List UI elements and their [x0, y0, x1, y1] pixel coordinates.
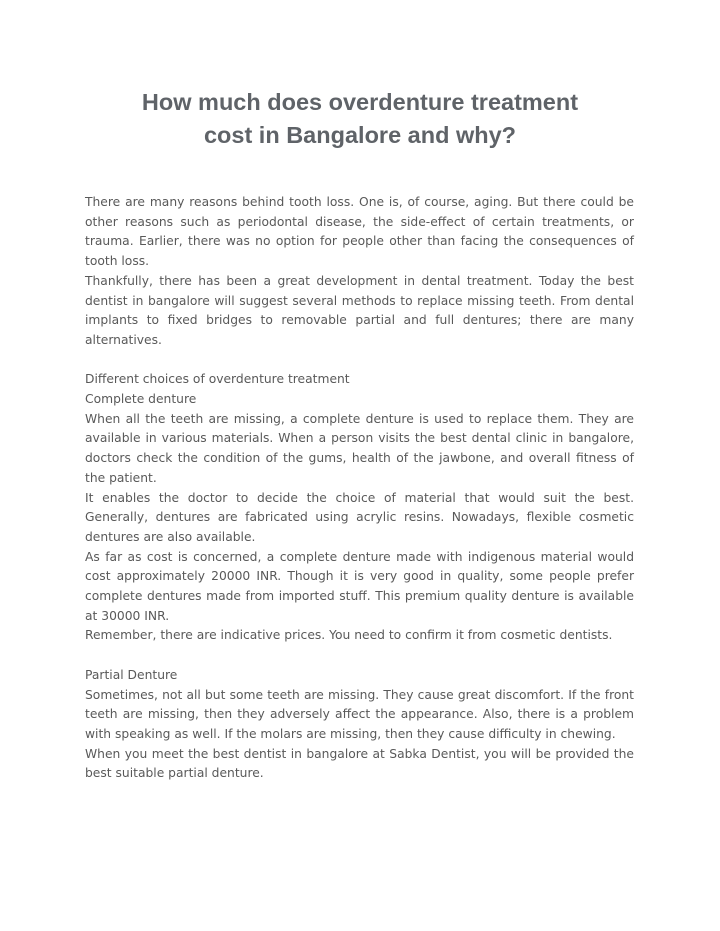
partial-denture-paragraph-1: Sometimes, not all but some teeth are missing. They cause great discomfort. If the front teeth are missing, then they adversely affect the appearance. Also, there is a problem with speaking as well. If the molars are missing, then they cause difficulty in chewing. [85, 687, 634, 741]
title-line-1: How much does overdenture treatment [141, 89, 579, 115]
complete-denture-paragraph-2: It enables the doctor to decide the choice of material that would suit the best. Generally, dentures are fabricated using acrylic resins. Nowadays, flexible cosmetic dentures are also available. [85, 490, 634, 544]
title-line-2: cost in Bangalore and why? [203, 122, 517, 148]
partial-denture-paragraph-2: When you meet the best dentist in bangalore at Sabka Dentist, you will be provided the best suitable partial denture. [85, 746, 634, 781]
spacer [85, 646, 634, 666]
choices-heading: Different choices of overdenture treatment [85, 372, 350, 387]
intro-paragraph-2: Thankfully, there has been a great development in dental treatment. Today the best dentist in bangalore will suggest several methods to replace missing teeth. From dental implants to fixed bridges to removable partial and full dentures; there are many alternatives. [85, 273, 634, 347]
partial-denture-heading: Partial Denture [85, 667, 178, 682]
complete-denture-paragraph-4: Remember, there are indicative prices. You need to confirm it from cosmetic dentists. [85, 628, 613, 643]
page-title [60, 86, 660, 152]
complete-denture-paragraph-1: When all the teeth are missing, a complete denture is used to replace them. They are available in various materials. When a person visits the best dental clinic in bangalore, doctors check the condition of the gums, health of the jawbone, and overall fitness of the patient. [85, 411, 634, 485]
intro-paragraph-1: There are many reasons behind tooth loss. One is, of course, aging. But there could be other reasons such as periodontal disease, the side-effect of certain treatments, or trauma. Earlier, there was no option for people other than facing the consequences of tooth loss. [85, 195, 634, 269]
spacer [85, 351, 634, 371]
article-body [85, 193, 634, 784]
complete-denture-paragraph-3: As far as cost is concerned, a complete denture made with indigenous material would cost approximately 20000 INR. Though it is very good in quality, some people prefer complete dentures made from imported stuff. This premium quality denture is available at 30000 INR. [85, 549, 634, 623]
complete-denture-heading: Complete denture [85, 392, 197, 407]
